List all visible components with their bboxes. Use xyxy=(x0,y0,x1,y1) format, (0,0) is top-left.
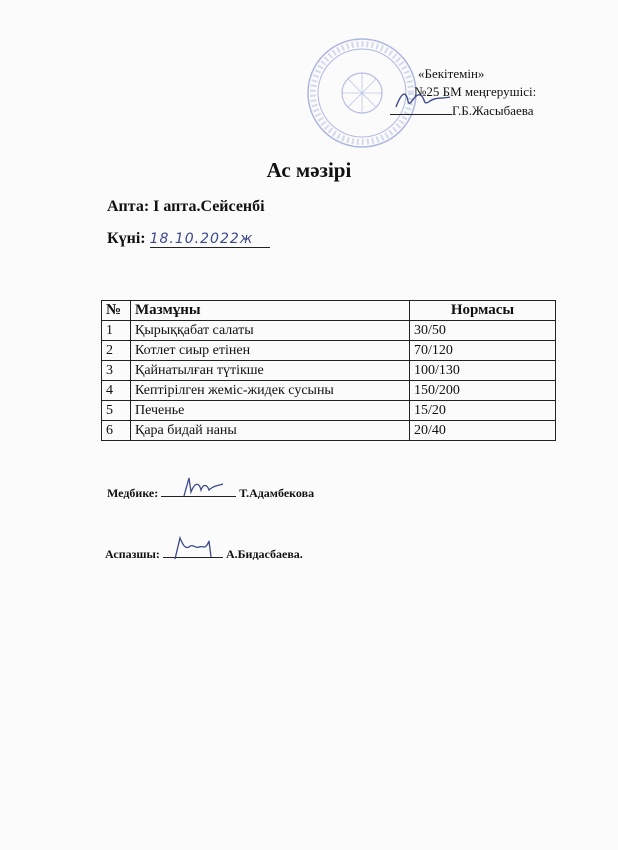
head-signature xyxy=(392,87,452,115)
row-name: Қырыққабат салаты xyxy=(131,321,410,341)
table-row xyxy=(102,361,556,381)
table-row xyxy=(102,421,556,441)
header-name: Мазмұны xyxy=(131,301,410,321)
row-name: Қайнатылған түтікше xyxy=(131,361,410,381)
approval-name: Г.Б.Жасыбаева xyxy=(452,103,534,118)
row-norm: 150/200 xyxy=(410,381,556,401)
date-label: Күні: xyxy=(107,230,146,247)
row-name: Қара бидай наны xyxy=(131,421,410,441)
page-title: Ас мәзірі xyxy=(266,158,352,182)
approval-block xyxy=(414,65,537,120)
row-norm: 70/120 xyxy=(410,341,556,361)
medic-label: Медбике: xyxy=(107,486,159,500)
row-num: 4 xyxy=(102,381,131,401)
row-num: 2 xyxy=(102,341,131,361)
week-line: Апта: І апта.Сейсенбі xyxy=(107,198,265,215)
date-row xyxy=(107,230,270,248)
row-norm: 100/130 xyxy=(410,361,556,381)
row-norm: 30/50 xyxy=(410,321,556,341)
table-row xyxy=(102,381,556,401)
row-norm: 15/20 xyxy=(410,401,556,421)
header-num: № xyxy=(102,301,131,321)
row-name: Кептірілген жеміс-жидек сусыны xyxy=(131,381,410,401)
row-num: 1 xyxy=(102,321,131,341)
menu-table xyxy=(101,300,556,441)
table-row xyxy=(102,341,556,361)
cook-signature xyxy=(171,535,216,561)
cook-signature-line xyxy=(105,545,303,562)
row-num: 6 xyxy=(102,421,131,441)
row-name: Печенье xyxy=(131,401,410,421)
table-header-row xyxy=(102,301,556,321)
medic-signature-line xyxy=(107,484,314,501)
approval-position: №25 БМ меңгерушісі: xyxy=(414,84,537,99)
row-num: 5 xyxy=(102,401,131,421)
table-row xyxy=(102,321,556,341)
approval-heading: «Бекітемін» xyxy=(418,66,485,81)
medic-name: Т.Адамбекова xyxy=(239,486,315,500)
row-norm: 20/40 xyxy=(410,421,556,441)
header-norm: Нормасы xyxy=(410,301,556,321)
cook-label: Аспазшы: xyxy=(105,547,160,561)
cook-name: А.Бидасбаева. xyxy=(225,547,303,561)
medic-signature xyxy=(181,474,226,500)
row-num: 3 xyxy=(102,361,131,381)
row-name: Котлет сиыр етінен xyxy=(131,341,410,361)
date-value: 18.10.2022ж xyxy=(150,231,270,248)
table-row xyxy=(102,401,556,421)
